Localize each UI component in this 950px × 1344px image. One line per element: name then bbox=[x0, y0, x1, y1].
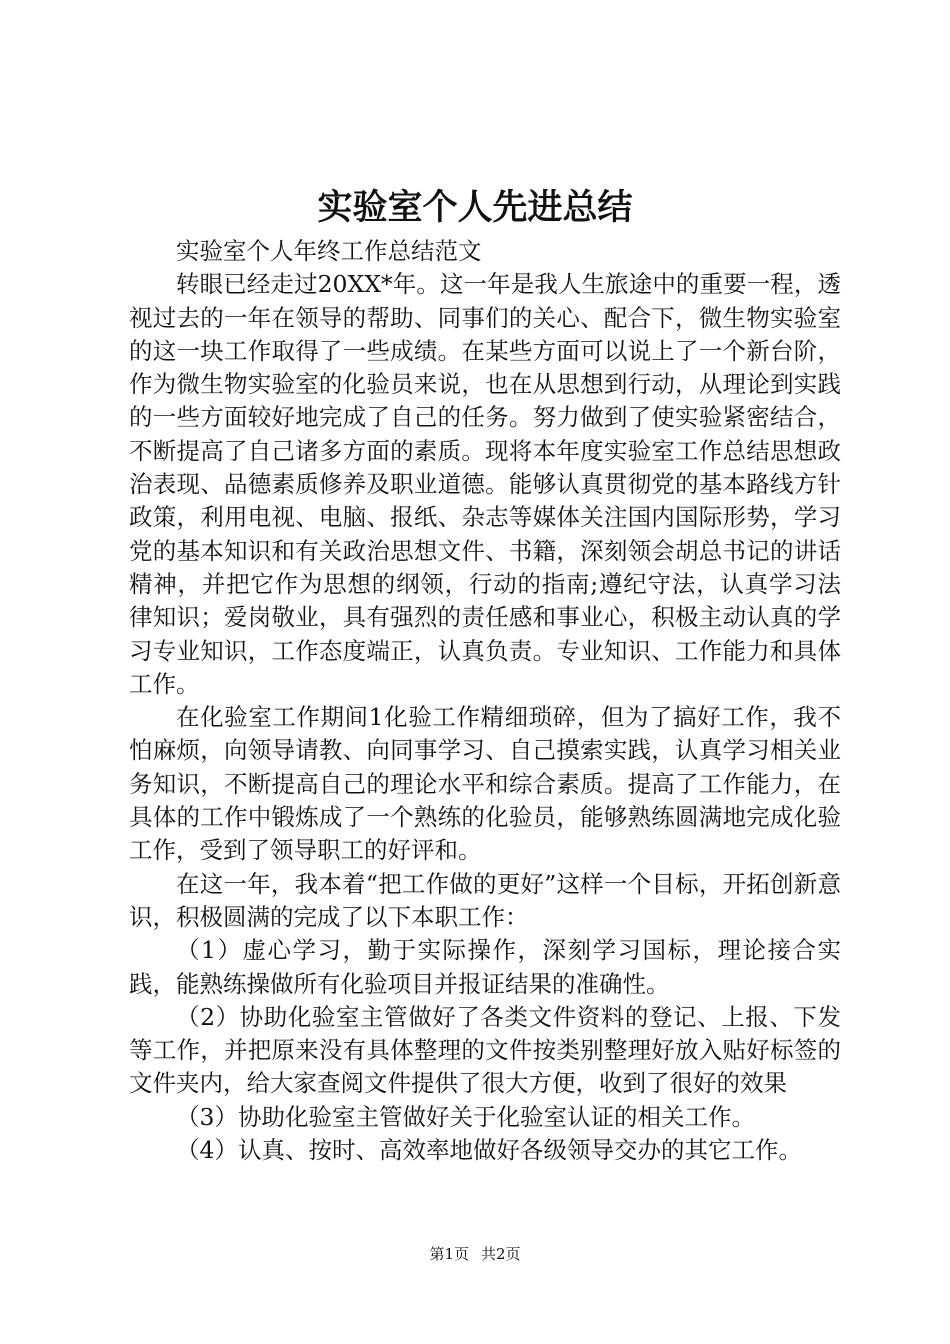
paragraph-1: 转眼已经走过20XX*年。这一年是我人生旅途中的重要一程，透视过去的一年在领导的帮助、同事们的关心、配合下，微生物实验室的这一块工作取得了一些成绩。在某些方面可以说上了一个新台阶，作为微生物实验室的化验员来说，也在从思想到行动，从理论到实践的一些方面较好地完成了自己的任务。努力做到了使实验紧密结合，不断提高了自己诸多方面的素质。现将本年度实验室工作总结思想政治表现、品德素质修养及职业道德。能够认真贯彻党的基本路线方针政策，利用电视、电脑、报纸、杂志等媒体关注国内国际形势，学习党的基本知识和有关政治思想文件、书籍，深刻领会胡总书记的讲话精神，并把它作为思想的纲领，行动的指南;遵纪守法，认真学习法律知识；爱岗敬业，具有强烈的责任感和事业心，积极主动认真的学习专业知识，工作态度端正，认真负责。专业知识、工作能力和具体工作。 bbox=[129, 270, 841, 698]
page-footer bbox=[0, 1243, 950, 1265]
document-title: 实验室个人先进总结 bbox=[317, 187, 633, 228]
paragraph-2: 在化验室工作期间1化验工作精细琐碎，但为了搞好工作，我不怕麻烦，向领导请教、向同事学习、自己摸索实践，认真学习相关业务知识，不断提高自己的理论水平和综合素质。提高了工作能力，在具体的工作中锻炼成了一个熟练的化验员，能够熟练圆满地完成化验工作，受到了领导职工的好评和。 bbox=[129, 703, 841, 865]
page-total: 共2页 bbox=[481, 1245, 521, 1263]
list-item-1: （1）虚心学习，勤于实际操作，深刻学习国标，理论接合实践，能熟练操做所有化验项目并报证结果的准确性。 bbox=[129, 936, 841, 998]
document-subtitle: 实验室个人年终工作总结范文 bbox=[176, 237, 482, 265]
paragraph-3: 在这一年，我本着“把工作做的更好”这样一个目标，开拓创新意识，积极圆满的完成了以下本职工作： bbox=[129, 869, 841, 931]
list-item-4: （4）认真、按时、高效率地做好各级领导交办的其它工作。 bbox=[176, 1136, 802, 1165]
page-number: 第1页 bbox=[429, 1245, 469, 1263]
list-item-2: （2）协助化验室主管做好了各类文件资料的登记、上报、下发等工作，并把原来没有具体整理的文件按类别整理好放入贴好标签的文件夹内，给大家查阅文件提供了很大方便，收到了很好的效果 bbox=[129, 1002, 841, 1098]
list-item-3: （3）协助化验室主管做好关于化验室认证的相关工作。 bbox=[176, 1102, 755, 1131]
document-body bbox=[129, 235, 841, 1167]
